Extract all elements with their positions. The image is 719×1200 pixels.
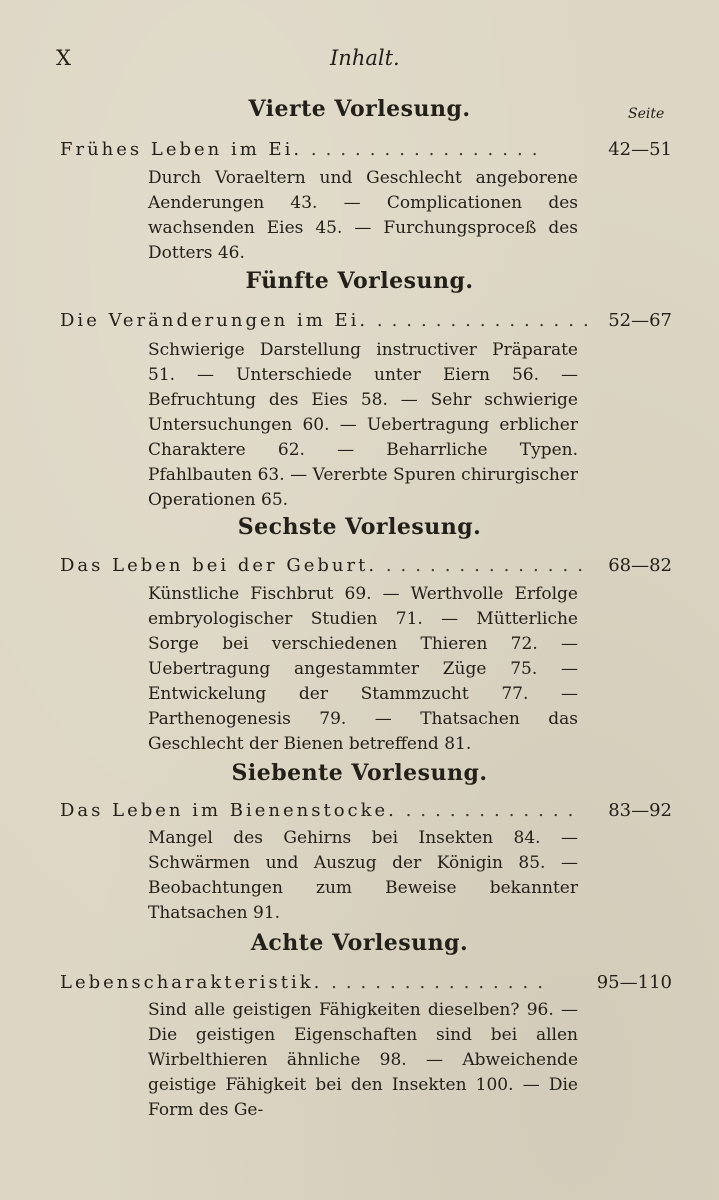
- page-range: 83—92: [608, 800, 672, 821]
- page-range: 42—51: [608, 139, 672, 160]
- entry-title-text: Das Leben bei der Geburt.: [60, 555, 378, 576]
- column-label-seite: Seite: [628, 106, 665, 122]
- dot-leader: ..............: [385, 555, 592, 576]
- dot-leader: ................: [310, 139, 547, 160]
- entry-title: [60, 800, 582, 821]
- lecture-heading: Siebente Vorlesung.: [231, 760, 488, 786]
- entry-description: Schwierige Darstellung instructiver Präparate 51. — Unterschiede unter Eiern 56. — Befruchtung des Eies 58. — Sehr schwierige Untersuchungen 60. — Uebertragung erblicher Charaktere 62. — Beharrliche Typen. Pfahlbauten 63. — Vererbte Spuren chirurgischer Operationen 65.: [148, 340, 578, 510]
- entry-title-text: Das Leben im Bienenstocke.: [60, 800, 397, 821]
- entry-title: [60, 972, 552, 993]
- page-range: 52—67: [608, 310, 672, 331]
- page-range: 68—82: [608, 555, 672, 576]
- entry-description: Durch Voraeltern und Geschlecht angeborene Aenderungen 43. — Complicationen des wachsenden Eies 45. — Furchungsproceß des Dotters 46.: [148, 168, 578, 263]
- entry-title-text: Die Veränderungen im Ei.: [60, 310, 369, 331]
- page-range: 95—110: [596, 972, 672, 993]
- dot-leader: ...............: [331, 972, 552, 993]
- entry-description: Mangel des Gehirns bei Insekten 84. — Schwärmen und Auszug der Königin 85. — Beobachtungen zum Beweise bekannter Thatsachen 91.: [148, 828, 578, 923]
- page-number: X: [56, 46, 72, 70]
- entry-title: [60, 555, 592, 576]
- lecture-heading: Achte Vorlesung.: [250, 930, 469, 956]
- entry-title: [60, 139, 546, 160]
- lecture-heading: Vierte Vorlesung.: [248, 96, 471, 122]
- entry-title-text: Frühes Leben im Ei.: [60, 139, 303, 160]
- dot-leader: ............: [405, 800, 583, 821]
- entry-description: Sind alle geistigen Fähigkeiten dieselben? 96. — Die geistigen Eigenschaften sind bei allen Wirbelthieren ähnliche 98. — Abweichende geistige Fähigkeit bei den Insekten 100. — Die Form des Ge-: [148, 1000, 578, 1120]
- entry-title: [60, 310, 598, 331]
- dot-leader: ...............: [376, 310, 598, 331]
- lecture-heading: Fünfte Vorlesung.: [245, 268, 474, 294]
- running-title: Inhalt.: [330, 46, 400, 70]
- entry-title-text: Lebenscharakteristik.: [60, 972, 323, 993]
- lecture-heading: Sechste Vorlesung.: [237, 514, 482, 540]
- entry-description: Künstliche Fischbrut 69. — Werthvolle Erfolge embryologischer Studien 71. — Mütterliche Sorge bei verschiedenen Thieren 72. — Uebertragung angestammter Züge 75. — Entwickelung der Stammzucht 77. — Parthenogenesis 79. — Thatsachen das Geschlecht der Bienen betreffend 81.: [148, 584, 578, 754]
